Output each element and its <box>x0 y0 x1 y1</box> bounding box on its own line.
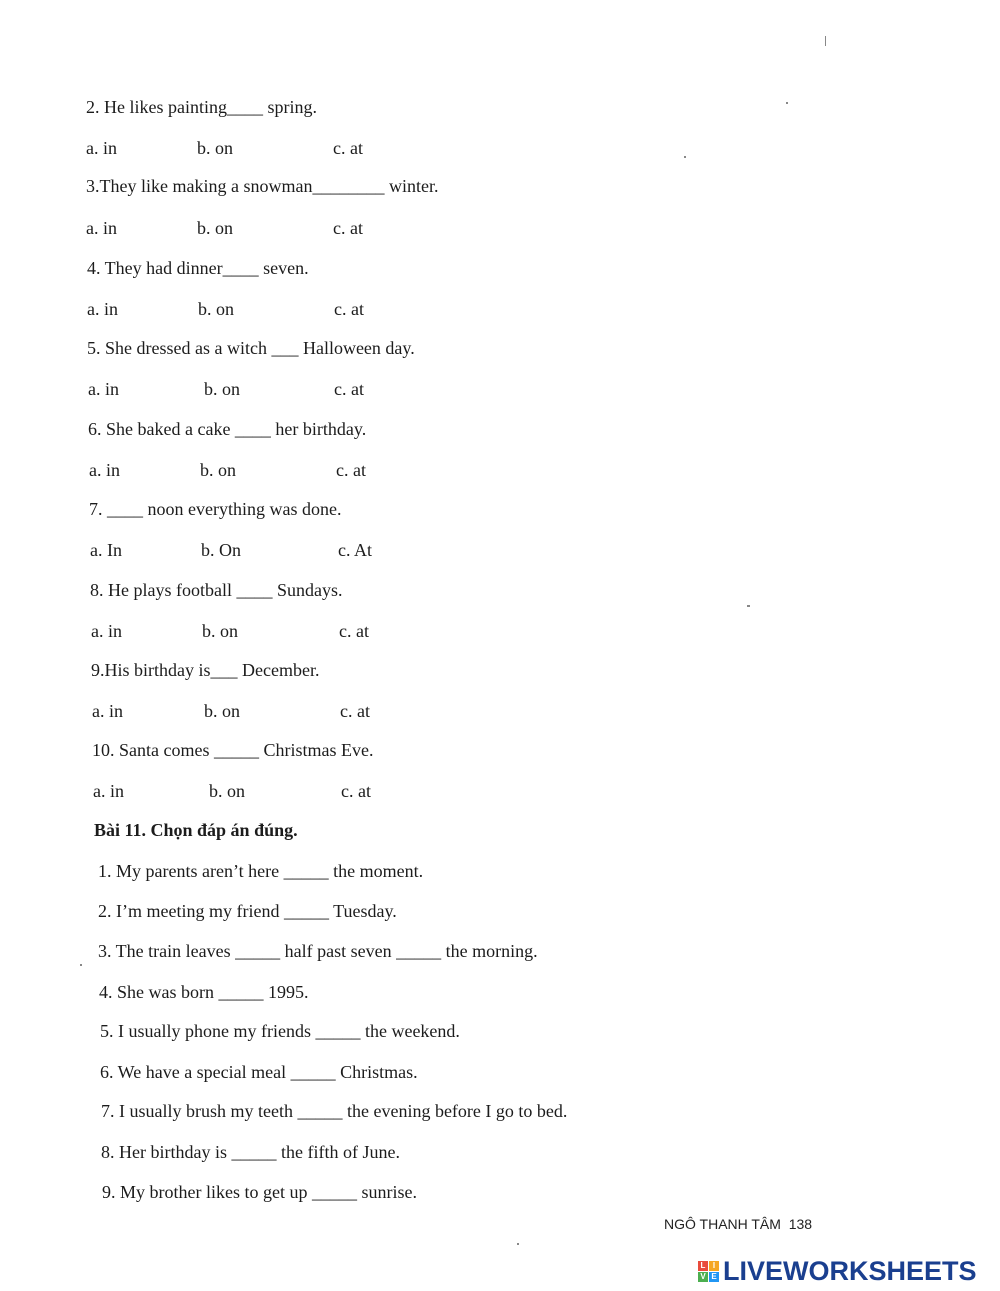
page-number: 138 <box>788 1216 813 1232</box>
question-text: 4. They had dinner____ seven. <box>87 258 309 278</box>
option-a: a. in <box>92 701 123 721</box>
liveworksheets-logo <box>698 1255 977 1287</box>
option-b: b. on <box>198 299 234 319</box>
exercise-item: 8. Her birthday is _____ the fifth of June. <box>101 1142 400 1162</box>
logo-mark-letter: E <box>709 1272 719 1282</box>
question-text: 3.They like making a snowman________ winter. <box>86 176 439 196</box>
logo-text: LIVEWORKSHEETS <box>723 1255 977 1286</box>
scan-speck <box>80 964 82 966</box>
option-a: a. in <box>93 781 124 801</box>
exercise-item: 4. She was born _____ 1995. <box>99 982 309 1002</box>
option-c: c. at <box>341 781 371 801</box>
question-text: 9.His birthday is___ December. <box>91 660 320 680</box>
question-text: 10. Santa comes _____ Christmas Eve. <box>92 740 374 760</box>
option-b: b. on <box>209 781 245 801</box>
option-b: b. on <box>204 379 240 399</box>
option-b: b. on <box>197 138 233 158</box>
scan-speck <box>684 156 686 158</box>
option-c: c. at <box>340 701 370 721</box>
scan-speck <box>825 36 826 46</box>
option-b: b. on <box>197 218 233 238</box>
scan-speck <box>786 102 788 104</box>
author-name: NGÔ THANH TÂM <box>664 1216 781 1232</box>
option-a: a. in <box>91 621 122 641</box>
liveworksheets-logo-icon <box>698 1261 719 1282</box>
logo-mark-letter: V <box>698 1272 708 1282</box>
option-a: a. in <box>89 460 120 480</box>
option-a: a. in <box>86 218 117 238</box>
option-b: b. on <box>202 621 238 641</box>
option-c: c. at <box>336 460 366 480</box>
question-text: 2. He likes painting____ spring. <box>86 97 317 117</box>
page-footer <box>664 1216 812 1232</box>
option-b: b. on <box>204 701 240 721</box>
exercise-item: 7. I usually brush my teeth _____ the evening before I go to bed. <box>101 1101 568 1121</box>
option-c: c. At <box>338 540 372 560</box>
scan-speck <box>747 605 750 607</box>
option-a: a. in <box>86 138 117 158</box>
question-text: 6. She baked a cake ____ her birthday. <box>88 419 367 439</box>
option-a: a. in <box>88 379 119 399</box>
logo-mark-letter: I <box>709 1261 719 1271</box>
option-c: c. at <box>334 299 364 319</box>
option-a: a. in <box>87 299 118 319</box>
option-c: c. at <box>333 218 363 238</box>
exercise-item: 1. My parents aren’t here _____ the moment. <box>98 861 424 881</box>
exercise-item: 3. The train leaves _____ half past seven _____ the morning. <box>98 941 538 961</box>
scan-speck <box>517 1243 519 1245</box>
option-c: c. at <box>339 621 369 641</box>
exercise-item: 5. I usually phone my friends _____ the weekend. <box>100 1021 460 1041</box>
exercise-item: 9. My brother likes to get up _____ sunrise. <box>102 1182 417 1202</box>
exercise-item: 2. I’m meeting my friend _____ Tuesday. <box>98 901 397 921</box>
question-text: 7. ____ noon everything was done. <box>89 499 342 519</box>
logo-mark-letter: L <box>698 1261 708 1271</box>
option-b: b. on <box>200 460 236 480</box>
question-text: 8. He plays football ____ Sundays. <box>90 580 343 600</box>
option-c: c. at <box>334 379 364 399</box>
question-text: 5. She dressed as a witch ___ Halloween day. <box>87 338 415 358</box>
option-b: b. On <box>201 540 241 560</box>
option-c: c. at <box>333 138 363 158</box>
exercise-item: 6. We have a special meal _____ Christmas. <box>100 1062 418 1082</box>
exercise-heading: Bài 11. Chọn đáp án đúng. <box>94 820 298 840</box>
option-a: a. In <box>90 540 122 560</box>
